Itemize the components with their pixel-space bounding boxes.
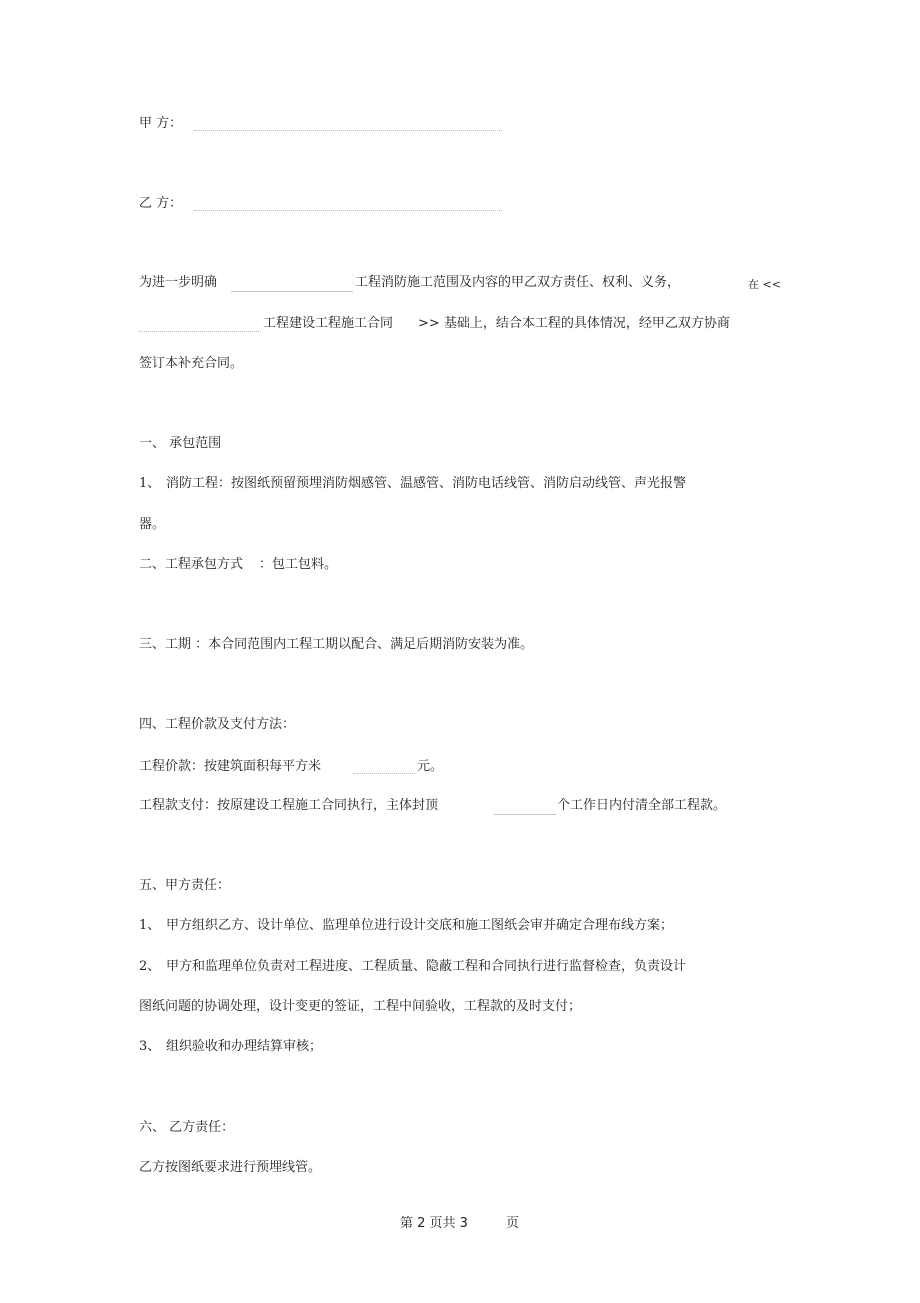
- preamble-line1-middle: 工程消防施工范围及内容的甲乙双方责任、权利、义务，: [355, 275, 681, 290]
- section1-heading: 一、 承包范围: [139, 436, 222, 451]
- section2-label: 二、工程承包方式: [139, 557, 244, 572]
- section5-item3-number: 3、: [139, 1039, 161, 1054]
- party-a-label: 甲 方：: [139, 116, 183, 131]
- page-number-footer: 第 2 页共 3: [400, 1216, 468, 1231]
- section5-item2-text: 甲方和监理单位负责对工程进度、工程质量、隐蔽工程和合同执行进行监督检查，负责设计: [166, 959, 687, 974]
- preamble-line1-end: 在 <<: [748, 278, 781, 291]
- contract-name-blank[interactable]: [139, 331, 261, 332]
- project-name-blank[interactable]: [231, 291, 353, 292]
- preamble-line3: 签订本补充合同。: [139, 356, 244, 371]
- section4-payment-text: 工程款支付：按原建设工程施工合同执行，主体封顶: [139, 798, 439, 813]
- section4-price-unit: 元。: [417, 759, 444, 774]
- section2-value: ：包工包料。: [259, 557, 338, 572]
- section5-item1-number: 1、: [139, 918, 161, 933]
- section6-heading: 六、 乙方责任：: [139, 1120, 235, 1135]
- section4-price-text: 工程价款：按建筑面积每平方米: [139, 759, 322, 774]
- section5-heading: 五、甲方责任：: [139, 878, 231, 893]
- party-a-blank[interactable]: [194, 130, 502, 131]
- party-b-blank[interactable]: [194, 210, 502, 211]
- preamble-line2-end: >> 基础上，结合本工程的具体情况，经甲乙双方协商: [418, 316, 730, 331]
- section5-item2-number: 2、: [139, 959, 161, 974]
- section1-item1-number: 1、: [139, 476, 161, 491]
- section6-text: 乙方按图纸要求进行预埋线管。: [139, 1160, 322, 1175]
- party-b-label: 乙 方：: [139, 196, 183, 211]
- section1-item1-continuation: 器。: [139, 517, 166, 532]
- unit-price-blank[interactable]: [353, 773, 415, 774]
- section3-text: 三、工期 ：本合同范围内工程工期以配合、满足后期消防安装为准。: [139, 637, 534, 652]
- page-number-footer-suffix: 页: [506, 1216, 520, 1231]
- section4-heading: 四、工程价款及支付方法：: [139, 717, 296, 732]
- preamble-line2-start: 工程建设工程施工合同: [263, 316, 394, 331]
- section5-item3-text: 组织验收和办理结算审核；: [166, 1039, 323, 1054]
- section4-payment-end: 个工作日内付清全部工程款。: [557, 798, 727, 813]
- section1-item1-text: 消防工程：按图纸预留预埋消防烟感管、温感管、消防电话线管、消防启动线管、声光报警: [166, 476, 687, 491]
- preamble-line1-start: 为进一步明确: [139, 275, 218, 290]
- working-days-blank[interactable]: [494, 814, 556, 815]
- section5-item1-text: 甲方组织乙方、设计单位、监理单位进行设计交底和施工图纸会审并确定合理布线方案；: [166, 918, 674, 933]
- section5-item2-continuation: 图纸问题的协调处理，设计变更的签证，工程中间验收，工程款的及时支付；: [139, 999, 582, 1014]
